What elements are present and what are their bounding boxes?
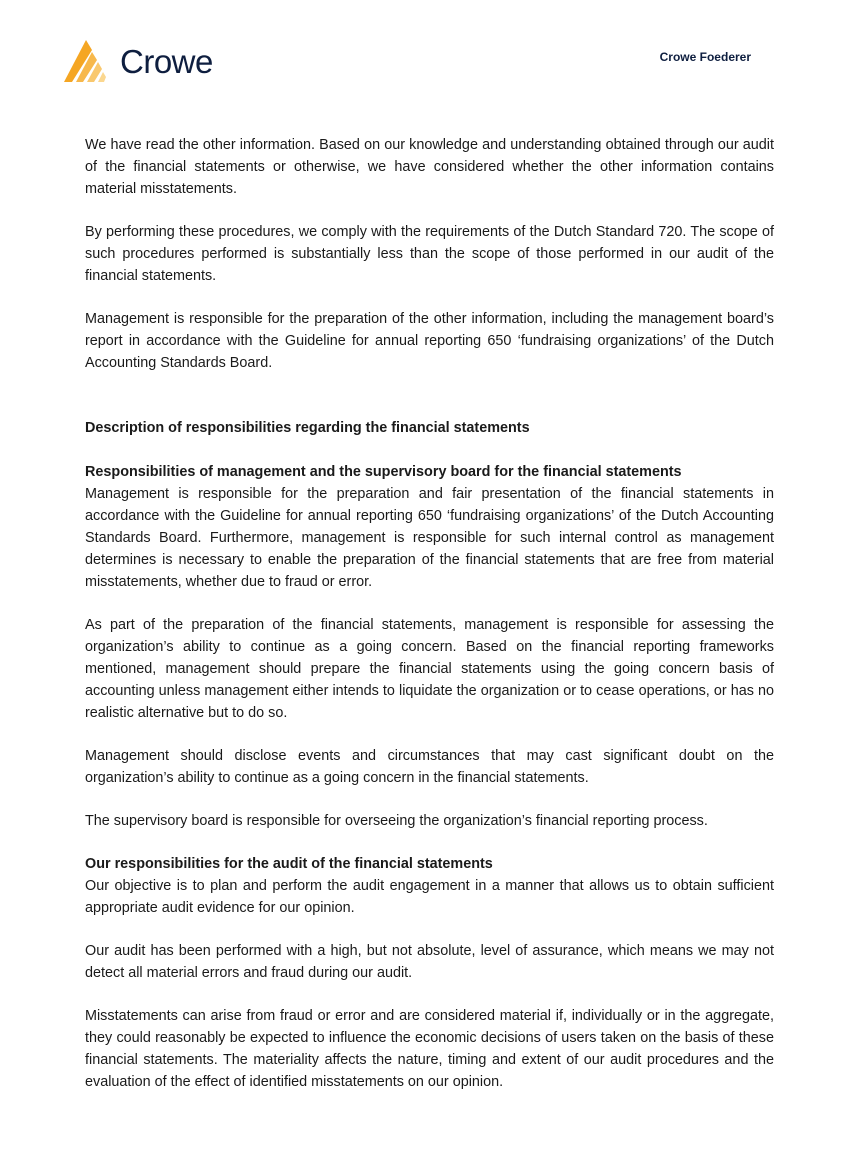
logo-text: Crowe xyxy=(120,42,213,80)
crowe-logo-icon xyxy=(62,38,112,84)
paragraph: Management should disclose events and circumstances that may cast significant doubt on the organization’s ability to continue as a going concern in the financial statements. xyxy=(85,748,774,786)
section-title: Description of responsibilities regarding the financial statements xyxy=(85,420,530,436)
paragraph: Misstatements can arise from fraud or error and are considered material if, individually or in the aggregate, they could reasonably be expected to influence the economic decisions of users taken on the basis of these financial statements. The materiality affects the nature, timing and extent of our audit procedures and the evaluation of the effect of identified misstatements on our opinion. xyxy=(85,1008,774,1090)
paragraph: We have read the other information. Based on our knowledge and understanding obtained through our audit of the financial statements or otherwise, we have considered whether the other information contains material misstatements. xyxy=(85,137,774,197)
crowe-logo xyxy=(62,38,213,84)
paragraph: Our audit has been performed with a high, but not absolute, level of assurance, which means we may not detect all material errors and fraud during our audit. xyxy=(85,943,774,981)
document-body xyxy=(85,134,774,1114)
subsection-title: Our responsibilities for the audit of the financial statements xyxy=(85,856,493,872)
firm-name: Crowe Foederer xyxy=(659,50,751,64)
paragraph: Management is responsible for the preparation and fair presentation of the financial statements in accordance with the Guideline for annual reporting 650 ‘fundraising organizations’ of the Dutch Accounting Standards Board. Furthermore, management is responsible for such internal control as management determines is necessary to enable the preparation of the financial statements that are free from material misstatements, whether due to fraud or error. xyxy=(85,486,774,590)
paragraph: Management is responsible for the preparation of the other information, including the management board’s report in accordance with the Guideline for annual reporting 650 ‘fundraising organizations’ of the Dutch Accounting Standards Board. xyxy=(85,311,774,371)
subsection-title: Responsibilities of management and the supervisory board for the financial statements xyxy=(85,464,682,480)
paragraph: The supervisory board is responsible for overseeing the organization’s financial reporting process. xyxy=(85,813,708,829)
paragraph: By performing these procedures, we comply with the requirements of the Dutch Standard 720. The scope of such procedures performed is substantially less than the scope of those performed in our audit of the financial statements. xyxy=(85,224,774,284)
paragraph: Our objective is to plan and perform the audit engagement in a manner that allows us to obtain sufficient appropriate audit evidence for our opinion. xyxy=(85,878,774,916)
paragraph: As part of the preparation of the financial statements, management is responsible for assessing the organization’s ability to continue as a going concern. Based on the financial reporting frameworks mentioned, management should prepare the financial statements using the going concern basis of accounting unless management either intends to liquidate the organization or to cease operations, or has no realistic alternative but to do so. xyxy=(85,617,774,721)
